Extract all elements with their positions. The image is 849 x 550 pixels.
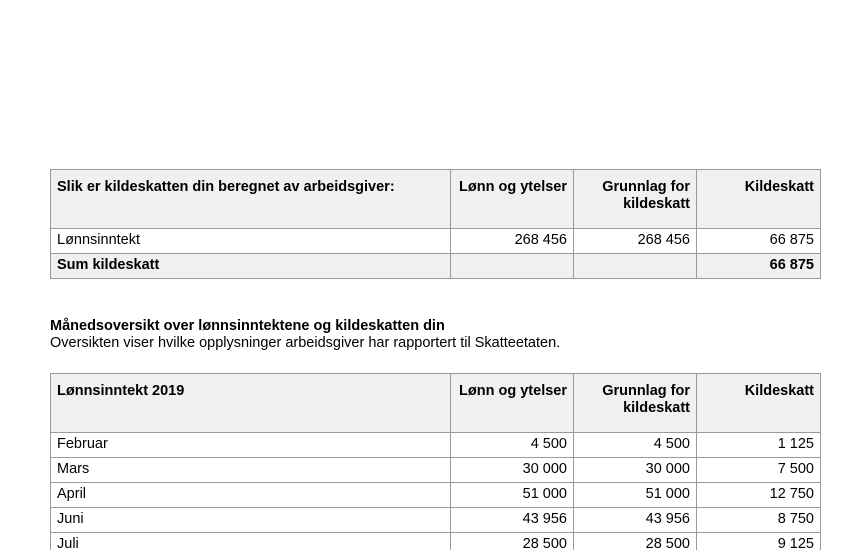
table-row (51, 508, 821, 533)
cell-lonn: 51 000 (451, 483, 574, 508)
month-cell: April (51, 483, 451, 508)
sum-row (51, 254, 821, 279)
cell-grunnlag: 43 956 (574, 508, 697, 533)
table-header-row (51, 170, 821, 229)
kildeskatt-summary-table (50, 169, 821, 279)
cell-kildeskatt: 8 750 (697, 508, 821, 533)
table-row (51, 483, 821, 508)
column-header: Lønnsinntekt 2019 (51, 374, 451, 433)
column-header: Lønn og ytelser (451, 374, 574, 433)
column-header: Lønn og ytelser (451, 170, 574, 229)
sum-grunnlag (574, 254, 697, 279)
cell-grunnlag: 28 500 (574, 533, 697, 550)
column-header: Grunnlag for kildeskatt (574, 374, 697, 433)
table-row (51, 229, 821, 254)
column-header: Kildeskatt (697, 374, 821, 433)
monthly-overview-section (50, 318, 560, 352)
cell-grunnlag: 268 456 (574, 229, 697, 254)
cell-grunnlag: 4 500 (574, 433, 697, 458)
cell-grunnlag: 30 000 (574, 458, 697, 483)
section-description: Oversikten viser hvilke opplysninger arbeidsgiver har rapportert til Skatteetaten. (50, 335, 561, 351)
table-row (51, 533, 821, 550)
cell-lonn: 30 000 (451, 458, 574, 483)
sum-kildeskatt: 66 875 (697, 254, 821, 279)
row-label: Lønnsinntekt (51, 229, 451, 254)
month-cell: Mars (51, 458, 451, 483)
cell-kildeskatt: 12 750 (697, 483, 821, 508)
section-heading: Månedsoversikt over lønnsinntektene og kildeskatten din (50, 318, 445, 334)
table-row (51, 458, 821, 483)
column-header: Slik er kildeskatten din beregnet av arbeidsgiver: (51, 170, 451, 229)
month-cell: Juli (51, 533, 451, 550)
cell-kildeskatt: 66 875 (697, 229, 821, 254)
cell-lonn: 4 500 (451, 433, 574, 458)
cell-lonn: 28 500 (451, 533, 574, 550)
cell-lonn: 268 456 (451, 229, 574, 254)
monthly-income-table (50, 373, 821, 550)
sum-label: Sum kildeskatt (51, 254, 451, 279)
column-header: Grunnlag for kildeskatt (574, 170, 697, 229)
cell-kildeskatt: 1 125 (697, 433, 821, 458)
sum-lonn (451, 254, 574, 279)
cell-grunnlag: 51 000 (574, 483, 697, 508)
table-row (51, 433, 821, 458)
month-cell: Juni (51, 508, 451, 533)
cell-lonn: 43 956 (451, 508, 574, 533)
column-header: Kildeskatt (697, 170, 821, 229)
table-header-row (51, 374, 821, 433)
month-cell: Februar (51, 433, 451, 458)
cell-kildeskatt: 7 500 (697, 458, 821, 483)
cell-kildeskatt: 9 125 (697, 533, 821, 550)
